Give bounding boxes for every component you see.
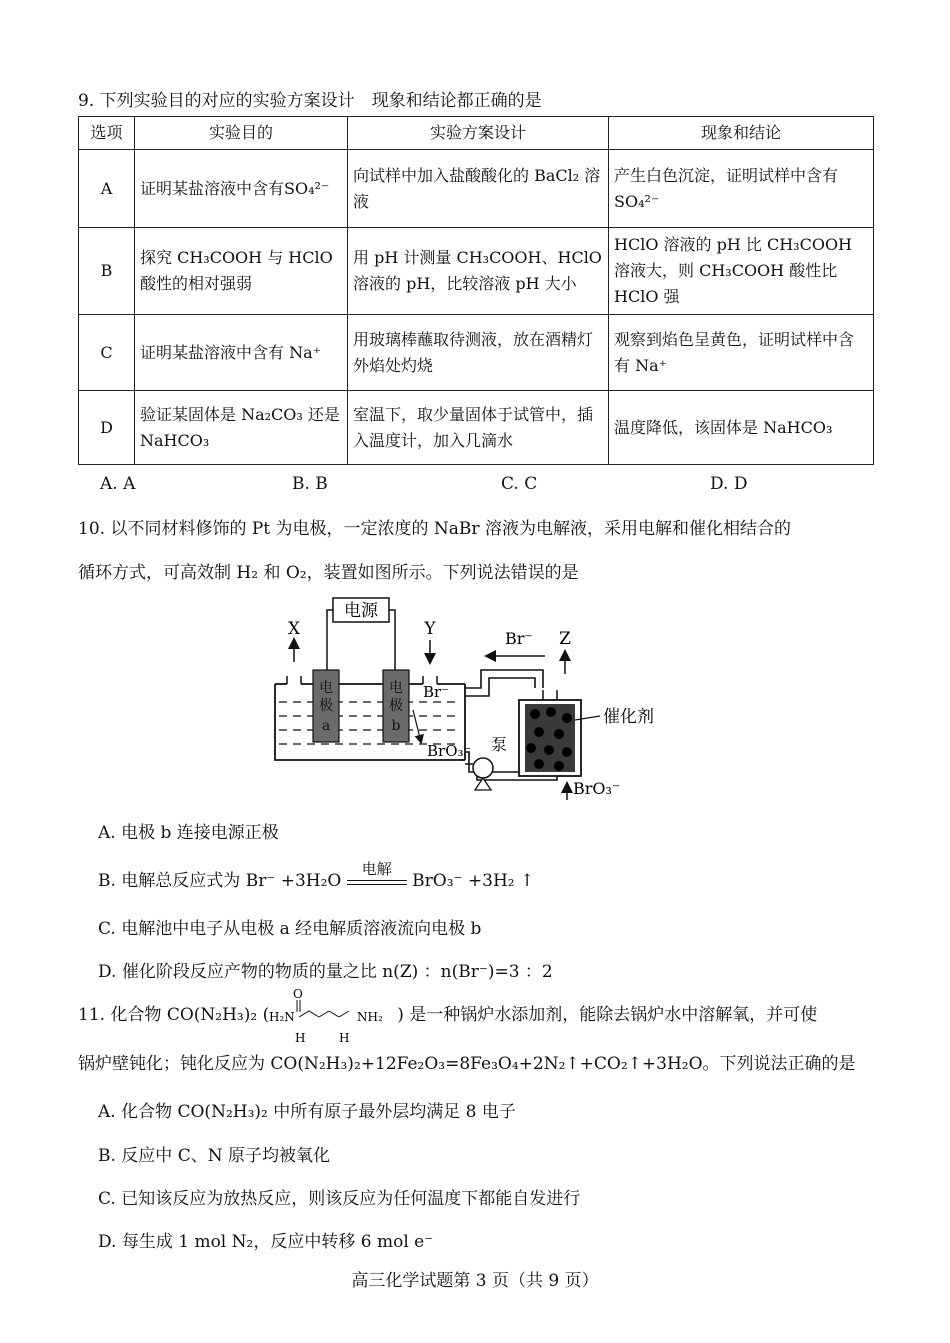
- br-top: Br⁻: [505, 629, 533, 648]
- struct-h-right: H: [339, 1031, 350, 1045]
- header-result: 现象和结论: [609, 117, 874, 150]
- row-design: 室温下，取少量固体于试管中，插入温度计，加入几滴水: [348, 391, 609, 465]
- electrolysis-condition: 电解: [361, 860, 392, 878]
- row-purpose: 证明某盐溶液中含有 Na⁺: [135, 315, 348, 391]
- bro3-near-b: BrO₃⁻: [427, 742, 472, 760]
- header-option: 选项: [79, 117, 135, 150]
- struct-o: O: [293, 987, 303, 1001]
- reaction-condition: [347, 860, 407, 885]
- row-label: D: [79, 391, 135, 465]
- q10-option-b-post: BrO₃⁻ +3H₂ ↑: [412, 871, 535, 891]
- catalyst-label: 催化剂: [603, 707, 654, 727]
- q11-option-d[interactable]: D. 每生成 1 mol N₂，反应中转移 6 mol e⁻: [98, 1232, 434, 1252]
- q10-option-d[interactable]: D. 催化阶段反应产物的物质的量之比 n(Z) ：n(Br⁻)=3 ：2: [98, 962, 553, 982]
- q9-answer-c[interactable]: C. C: [501, 474, 538, 494]
- row-purpose: 证明某盐溶液中含有SO₄²⁻: [135, 150, 348, 228]
- row-purpose: 验证某固体是 Na₂CO₃ 还是 NaHCO₃: [135, 391, 348, 465]
- row-result: 温度降低，该固体是 NaHCO₃: [609, 391, 874, 465]
- table-row: [79, 150, 874, 228]
- row-purpose: 探究 CH₃COOH 与 HClO 酸性的相对强弱: [135, 228, 348, 315]
- label-y: Y: [424, 619, 436, 639]
- row-result: 观察到焰色呈黄色，证明试样中含有 Na⁺: [609, 315, 874, 391]
- electrode-b-label-1: 电: [389, 680, 403, 696]
- q9-table: [78, 116, 874, 465]
- table-row: [79, 391, 874, 465]
- table-row: [79, 315, 874, 391]
- q9-stem: 9. 下列实验目的对应的实验方案设计 现象和结论都正确的是: [78, 91, 542, 111]
- electrode-b-label-3: b: [391, 718, 401, 734]
- electrode-b-label-2: 极: [389, 698, 403, 714]
- page-footer: 高三化学试题第 3 页（共 9 页）: [351, 1271, 599, 1291]
- row-label: A: [79, 150, 135, 228]
- header-purpose: 实验目的: [135, 117, 348, 150]
- q9-answer-a[interactable]: A. A: [100, 474, 136, 494]
- q9-answer-b[interactable]: B. B: [292, 474, 328, 494]
- bro3-bottom: BrO₃⁻: [573, 779, 621, 798]
- table-header-row: [79, 117, 874, 150]
- q10-option-b[interactable]: [98, 860, 535, 892]
- electrode-a-label-3: a: [321, 718, 331, 734]
- q11-stem-post: ) 是一种锅炉水添加剂，能除去锅炉水中溶解氧，并可使: [397, 1005, 818, 1025]
- pump-label: 泵: [491, 735, 508, 754]
- row-design: 用玻璃棒蘸取待测液，放在酒精灯外焰处灼烧: [348, 315, 609, 391]
- label-z: Z: [559, 629, 571, 649]
- urea-structure-h: [295, 1030, 355, 1046]
- q10-stem-line1: 10. 以不同材料修饰的 Pt 为电极，一定浓度的 NaBr 溶液为电解液，采用电解和催化相结合的: [78, 519, 791, 539]
- q10-stem-line2: 循环方式，可高效制 H₂ 和 O₂，装置如图所示。下列说法错误的是: [78, 563, 579, 583]
- row-result: 产生白色沉淀，证明试样中含有SO₄²⁻: [609, 150, 874, 228]
- q11-option-a[interactable]: A. 化合物 CO(N₂H₃)₂ 中所有原子最外层均满足 8 电子: [98, 1102, 516, 1122]
- q11-stem-line2: 锅炉壁钝化；钝化反应为 CO(N₂H₃)₂+12Fe₂O₃=8Fe₃O₄+2N₂↑+CO₂↑+3H₂O。下列说法正确的是: [78, 1054, 856, 1074]
- row-label: B: [79, 228, 135, 315]
- struct-left: H₂N: [269, 1009, 296, 1024]
- header-design: 实验方案设计: [348, 117, 609, 150]
- row-label: C: [79, 315, 135, 391]
- q11-option-c[interactable]: C. 已知该反应为放热反应，则该反应为任何温度下都能自发进行: [98, 1189, 581, 1209]
- struct-right: NH₂: [357, 1009, 384, 1024]
- electrolysis-diagram: [255, 592, 675, 807]
- q11-option-b[interactable]: B. 反应中 C、N 原子均被氧化: [98, 1146, 330, 1166]
- row-result: HClO 溶液的 pH 比 CH₃COOH 溶液大，则 CH₃COOH 酸性比 HClO 强: [609, 228, 874, 315]
- electrode-a-label-1: 电: [319, 680, 333, 696]
- label-x: X: [287, 619, 301, 639]
- q11-stem-line1: [78, 1004, 817, 1027]
- row-design: 用 pH 计测量 CH₃COOH、HClO 溶液的 pH，比较溶液 pH 大小: [348, 228, 609, 315]
- table-row: [79, 228, 874, 315]
- electrode-a-label-2: 极: [319, 698, 333, 714]
- row-design: 向试样中加入盐酸酸化的 BaCl₂ 溶液: [348, 150, 609, 228]
- q10-option-b-pre: B. 电解总反应式为 Br⁻ +3H₂O: [98, 871, 342, 891]
- pump-icon: [473, 758, 493, 778]
- struct-h-left: H: [295, 1031, 306, 1045]
- br-near-b: Br⁻: [423, 683, 450, 701]
- power-label: 电源: [344, 601, 378, 621]
- q9-answer-d[interactable]: D. D: [710, 474, 748, 494]
- q11-stem-pre: 11. 化合物 CO(N₂H₃)₂ (: [78, 1005, 270, 1025]
- q10-option-a[interactable]: A. 电极 b 连接电源正极: [98, 823, 279, 843]
- q10-option-c[interactable]: C. 电解池中电子从电极 a 经电解质溶液流向电极 b: [98, 919, 482, 939]
